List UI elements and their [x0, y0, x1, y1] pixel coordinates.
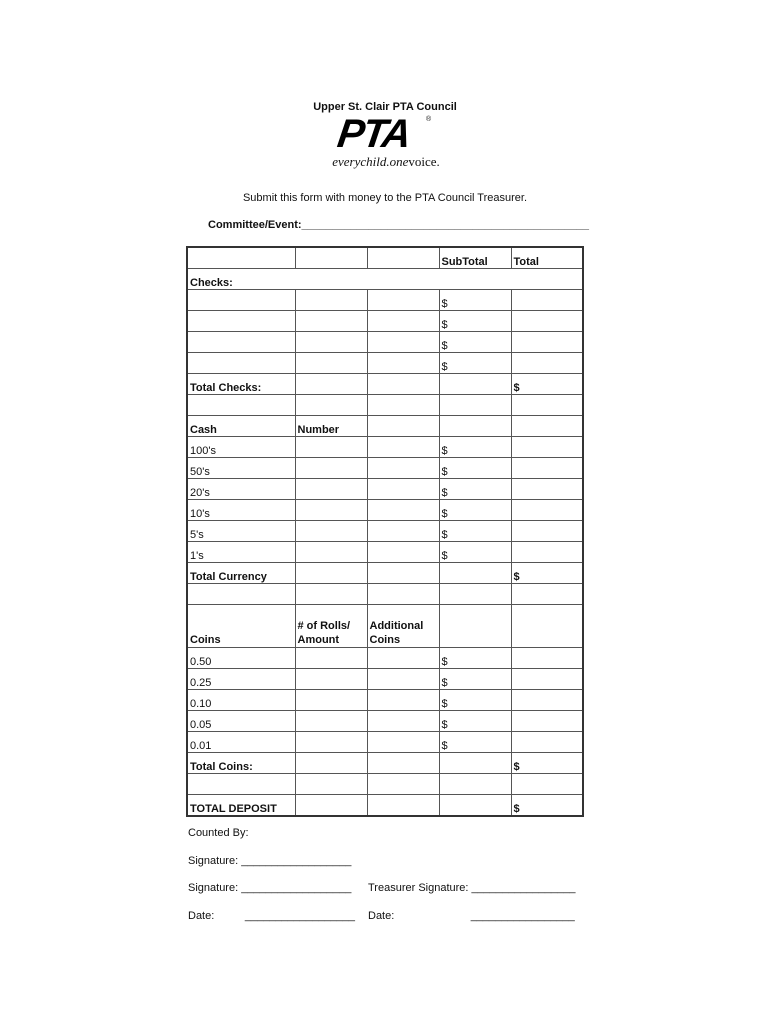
table-cell — [367, 374, 439, 395]
table-cell — [295, 584, 367, 605]
table-cell[interactable]: $ — [439, 732, 511, 753]
additional-coins-label: Additional Coins — [367, 605, 439, 648]
table-cell — [511, 732, 583, 753]
table-cell[interactable] — [367, 648, 439, 669]
check-row — [187, 311, 583, 332]
table-cell[interactable] — [367, 353, 439, 374]
total-checks-label: Total Checks: — [187, 374, 295, 395]
cash-header-row — [187, 416, 583, 437]
table-cell — [439, 395, 511, 416]
table-cell — [367, 563, 439, 584]
check-row — [187, 332, 583, 353]
coin-value: 0.01 — [187, 732, 295, 753]
table-cell[interactable]: $ — [439, 479, 511, 500]
total-currency-row — [187, 563, 583, 584]
total-deposit-value[interactable]: $ — [511, 795, 583, 817]
table-cell — [511, 479, 583, 500]
check-subtotal[interactable]: $ — [439, 332, 511, 353]
table-cell[interactable] — [187, 311, 295, 332]
denomination: 10's — [187, 500, 295, 521]
table-cell — [511, 521, 583, 542]
table-cell — [295, 795, 367, 817]
coin-value: 0.05 — [187, 711, 295, 732]
date-field-2[interactable]: Date: _________________ — [368, 910, 575, 922]
table-cell — [511, 332, 583, 353]
number-label: Number — [295, 416, 367, 437]
currency-row — [187, 500, 583, 521]
coin-value: 0.25 — [187, 669, 295, 690]
table-cell — [295, 374, 367, 395]
denomination: 20's — [187, 479, 295, 500]
table-cell[interactable] — [367, 290, 439, 311]
currency-row — [187, 479, 583, 500]
table-cell — [511, 584, 583, 605]
table-cell[interactable] — [295, 732, 367, 753]
table-cell[interactable] — [295, 332, 367, 353]
table-cell — [511, 690, 583, 711]
table-cell[interactable] — [367, 711, 439, 732]
table-cell — [511, 648, 583, 669]
check-subtotal[interactable]: $ — [439, 290, 511, 311]
table-row — [187, 247, 583, 269]
table-cell — [439, 753, 511, 774]
coin-row — [187, 732, 583, 753]
total-deposit-label: TOTAL DEPOSIT — [187, 795, 295, 817]
total-coins-value[interactable]: $ — [511, 753, 583, 774]
table-cell — [511, 353, 583, 374]
council-title: Upper St. Clair PTA Council — [313, 101, 457, 113]
table-cell[interactable]: $ — [439, 437, 511, 458]
table-cell[interactable]: $ — [439, 690, 511, 711]
table-cell — [511, 711, 583, 732]
table-cell — [367, 521, 439, 542]
table-cell — [295, 247, 367, 269]
table-cell[interactable] — [367, 732, 439, 753]
table-cell — [367, 458, 439, 479]
table-cell[interactable] — [367, 669, 439, 690]
signature-field-1[interactable]: Signature: __________________ — [188, 855, 352, 867]
coin-value: 0.10 — [187, 690, 295, 711]
table-cell[interactable]: $ — [439, 711, 511, 732]
table-cell[interactable] — [295, 437, 367, 458]
table-cell — [439, 605, 511, 648]
table-cell — [295, 395, 367, 416]
table-cell — [511, 605, 583, 648]
rolls-label: # of Rolls/ Amount — [295, 605, 367, 648]
currency-row — [187, 542, 583, 563]
table-cell[interactable]: $ — [439, 648, 511, 669]
denomination: 1's — [187, 542, 295, 563]
table-cell — [511, 311, 583, 332]
currency-row — [187, 437, 583, 458]
table-cell[interactable]: $ — [439, 521, 511, 542]
table-cell — [367, 542, 439, 563]
table-cell[interactable] — [187, 353, 295, 374]
table-cell — [367, 584, 439, 605]
total-deposit-row — [187, 795, 583, 817]
table-cell[interactable] — [295, 353, 367, 374]
table-cell — [511, 416, 583, 437]
check-row — [187, 290, 583, 311]
table-cell — [439, 416, 511, 437]
table-cell — [367, 479, 439, 500]
table-cell[interactable] — [295, 479, 367, 500]
table-cell — [367, 395, 439, 416]
table-cell — [511, 542, 583, 563]
total-checks-value[interactable]: $ — [511, 374, 583, 395]
denomination: 100's — [187, 437, 295, 458]
total-header: Total — [511, 247, 583, 269]
table-cell[interactable] — [187, 290, 295, 311]
table-cell — [511, 458, 583, 479]
table-cell — [367, 500, 439, 521]
table-cell[interactable] — [367, 332, 439, 353]
table-cell[interactable] — [295, 458, 367, 479]
table-cell — [439, 563, 511, 584]
table-cell — [511, 500, 583, 521]
table-cell — [187, 774, 295, 795]
registered-mark: ® — [426, 116, 432, 123]
table-row — [187, 395, 583, 416]
table-cell — [367, 416, 439, 437]
table-cell — [295, 563, 367, 584]
table-cell[interactable] — [295, 521, 367, 542]
total-checks-row — [187, 374, 583, 395]
pta-logo — [316, 114, 456, 172]
check-row — [187, 353, 583, 374]
table-cell[interactable] — [295, 500, 367, 521]
table-cell — [439, 774, 511, 795]
currency-row — [187, 521, 583, 542]
deposit-table-body — [187, 247, 583, 816]
table-cell[interactable] — [295, 311, 367, 332]
table-cell — [295, 753, 367, 774]
table-cell[interactable]: $ — [439, 500, 511, 521]
table-cell — [367, 795, 439, 817]
pta-logo-text: PTA — [334, 112, 413, 156]
table-cell[interactable] — [295, 290, 367, 311]
table-cell[interactable] — [367, 311, 439, 332]
coin-value: 0.50 — [187, 648, 295, 669]
deposit-table — [186, 246, 584, 817]
coin-row — [187, 711, 583, 732]
table-cell — [511, 774, 583, 795]
table-cell[interactable]: $ — [439, 669, 511, 690]
coin-row — [187, 669, 583, 690]
table-cell — [367, 437, 439, 458]
table-cell — [439, 795, 511, 817]
table-cell — [367, 774, 439, 795]
checks-label: Checks: — [187, 269, 583, 290]
table-row — [187, 774, 583, 795]
table-cell — [295, 774, 367, 795]
total-currency-label: Total Currency — [187, 563, 295, 584]
denomination: 5's — [187, 521, 295, 542]
check-subtotal[interactable]: $ — [439, 353, 511, 374]
table-cell[interactable] — [187, 332, 295, 353]
table-row — [187, 269, 583, 290]
table-cell — [511, 395, 583, 416]
table-cell[interactable] — [295, 711, 367, 732]
committee-event-field[interactable]: Committee/Event:_______________________________________________ — [208, 219, 590, 231]
coins-label: Coins — [187, 605, 295, 648]
table-cell[interactable] — [295, 542, 367, 563]
signature-field-2[interactable]: Signature: __________________ — [188, 882, 352, 894]
table-cell[interactable] — [295, 690, 367, 711]
coin-row — [187, 648, 583, 669]
table-cell — [367, 247, 439, 269]
treasurer-signature-field[interactable]: Treasurer Signature: _________________ — [368, 882, 576, 894]
table-cell — [439, 374, 511, 395]
table-cell — [367, 753, 439, 774]
pta-tagline: everychild.onevoice. — [332, 154, 440, 169]
denomination: 50's — [187, 458, 295, 479]
subtotal-header: SubTotal — [439, 247, 511, 269]
check-subtotal[interactable]: $ — [439, 311, 511, 332]
table-row — [187, 584, 583, 605]
table-cell — [511, 437, 583, 458]
table-cell — [187, 395, 295, 416]
currency-row — [187, 458, 583, 479]
table-cell — [511, 669, 583, 690]
table-cell — [187, 584, 295, 605]
table-cell[interactable] — [367, 690, 439, 711]
table-cell[interactable]: $ — [439, 458, 511, 479]
coin-row — [187, 690, 583, 711]
counted-by-label: Counted By: — [188, 827, 249, 839]
table-cell — [187, 247, 295, 269]
table-cell — [439, 584, 511, 605]
total-coins-label: Total Coins: — [187, 753, 295, 774]
total-currency-value[interactable]: $ — [511, 563, 583, 584]
table-cell — [511, 290, 583, 311]
table-cell[interactable] — [295, 648, 367, 669]
date-field-1[interactable]: Date: __________________ — [188, 910, 355, 922]
table-cell[interactable]: $ — [439, 542, 511, 563]
total-coins-row — [187, 753, 583, 774]
instruction-text: Submit this form with money to the PTA Council Treasurer. — [242, 192, 528, 204]
coins-header-row — [187, 605, 583, 648]
table-cell[interactable] — [295, 669, 367, 690]
cash-label: Cash — [187, 416, 295, 437]
